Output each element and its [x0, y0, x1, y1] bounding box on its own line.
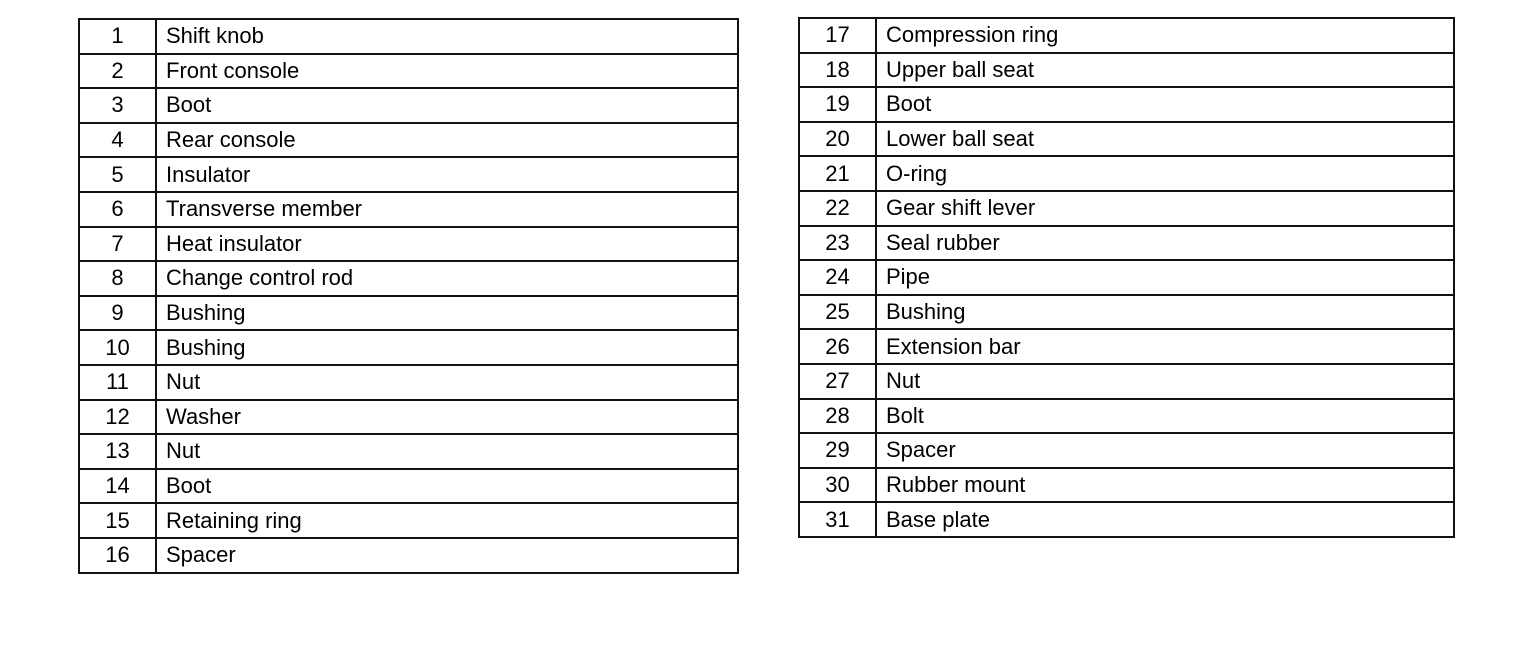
part-number: 14 [79, 469, 156, 504]
table-row [79, 503, 738, 538]
part-number: 13 [79, 434, 156, 469]
table-row [799, 122, 1454, 157]
table-row [79, 88, 738, 123]
part-number: 11 [79, 365, 156, 400]
part-name: Nut [156, 365, 738, 400]
table-row [799, 399, 1454, 434]
part-number: 26 [799, 329, 876, 364]
part-number: 19 [799, 87, 876, 122]
part-name: O-ring [876, 156, 1454, 191]
part-name: Nut [876, 364, 1454, 399]
table-row [799, 295, 1454, 330]
part-name: Rear console [156, 123, 738, 158]
part-name: Extension bar [876, 329, 1454, 364]
table-row [79, 400, 738, 435]
part-name: Heat insulator [156, 227, 738, 262]
part-number: 28 [799, 399, 876, 434]
part-number: 12 [79, 400, 156, 435]
table-row [79, 227, 738, 262]
part-name: Washer [156, 400, 738, 435]
part-name: Nut [156, 434, 738, 469]
table-row [799, 433, 1454, 468]
table-row [799, 329, 1454, 364]
part-name: Boot [156, 88, 738, 123]
part-name: Bushing [876, 295, 1454, 330]
part-number: 25 [799, 295, 876, 330]
part-name: Compression ring [876, 18, 1454, 53]
part-number: 20 [799, 122, 876, 157]
part-name: Insulator [156, 157, 738, 192]
part-number: 31 [799, 502, 876, 537]
table-row [79, 54, 738, 89]
part-number: 2 [79, 54, 156, 89]
part-number: 23 [799, 226, 876, 261]
part-name: Upper ball seat [876, 53, 1454, 88]
part-name: Lower ball seat [876, 122, 1454, 157]
part-number: 21 [799, 156, 876, 191]
parts-table-left-body [79, 19, 738, 573]
parts-table-right-body [799, 18, 1454, 537]
table-row [79, 330, 738, 365]
part-name: Retaining ring [156, 503, 738, 538]
table-row [799, 364, 1454, 399]
part-number: 15 [79, 503, 156, 538]
part-name: Bushing [156, 330, 738, 365]
table-row [799, 191, 1454, 226]
part-name: Front console [156, 54, 738, 89]
part-number: 29 [799, 433, 876, 468]
part-number: 5 [79, 157, 156, 192]
part-name: Spacer [876, 433, 1454, 468]
part-name: Spacer [156, 538, 738, 573]
table-row [799, 53, 1454, 88]
part-number: 8 [79, 261, 156, 296]
part-number: 27 [799, 364, 876, 399]
part-number: 1 [79, 19, 156, 54]
table-row [79, 19, 738, 54]
part-name: Boot [876, 87, 1454, 122]
table-row [79, 157, 738, 192]
table-row [79, 261, 738, 296]
part-name: Boot [156, 469, 738, 504]
part-name: Transverse member [156, 192, 738, 227]
part-name: Gear shift lever [876, 191, 1454, 226]
part-number: 16 [79, 538, 156, 573]
part-name: Bushing [156, 296, 738, 331]
part-name: Pipe [876, 260, 1454, 295]
part-name: Seal rubber [876, 226, 1454, 261]
part-number: 4 [79, 123, 156, 158]
part-number: 22 [799, 191, 876, 226]
table-row [79, 434, 738, 469]
part-number: 10 [79, 330, 156, 365]
table-row [799, 260, 1454, 295]
table-row [79, 192, 738, 227]
part-name: Change control rod [156, 261, 738, 296]
table-row [799, 156, 1454, 191]
table-row [799, 87, 1454, 122]
part-number: 6 [79, 192, 156, 227]
part-name: Base plate [876, 502, 1454, 537]
part-name: Rubber mount [876, 468, 1454, 503]
part-number: 17 [799, 18, 876, 53]
table-row [79, 365, 738, 400]
table-row [79, 296, 738, 331]
table-row [799, 468, 1454, 503]
table-row [799, 502, 1454, 537]
part-number: 9 [79, 296, 156, 331]
part-name: Shift knob [156, 19, 738, 54]
parts-table-right [798, 17, 1455, 538]
part-number: 24 [799, 260, 876, 295]
part-number: 30 [799, 468, 876, 503]
table-row [79, 469, 738, 504]
part-name: Bolt [876, 399, 1454, 434]
table-row [799, 226, 1454, 261]
part-number: 18 [799, 53, 876, 88]
table-row [799, 18, 1454, 53]
table-row [79, 123, 738, 158]
table-row [79, 538, 738, 573]
part-number: 7 [79, 227, 156, 262]
part-number: 3 [79, 88, 156, 123]
parts-table-left [78, 18, 739, 574]
